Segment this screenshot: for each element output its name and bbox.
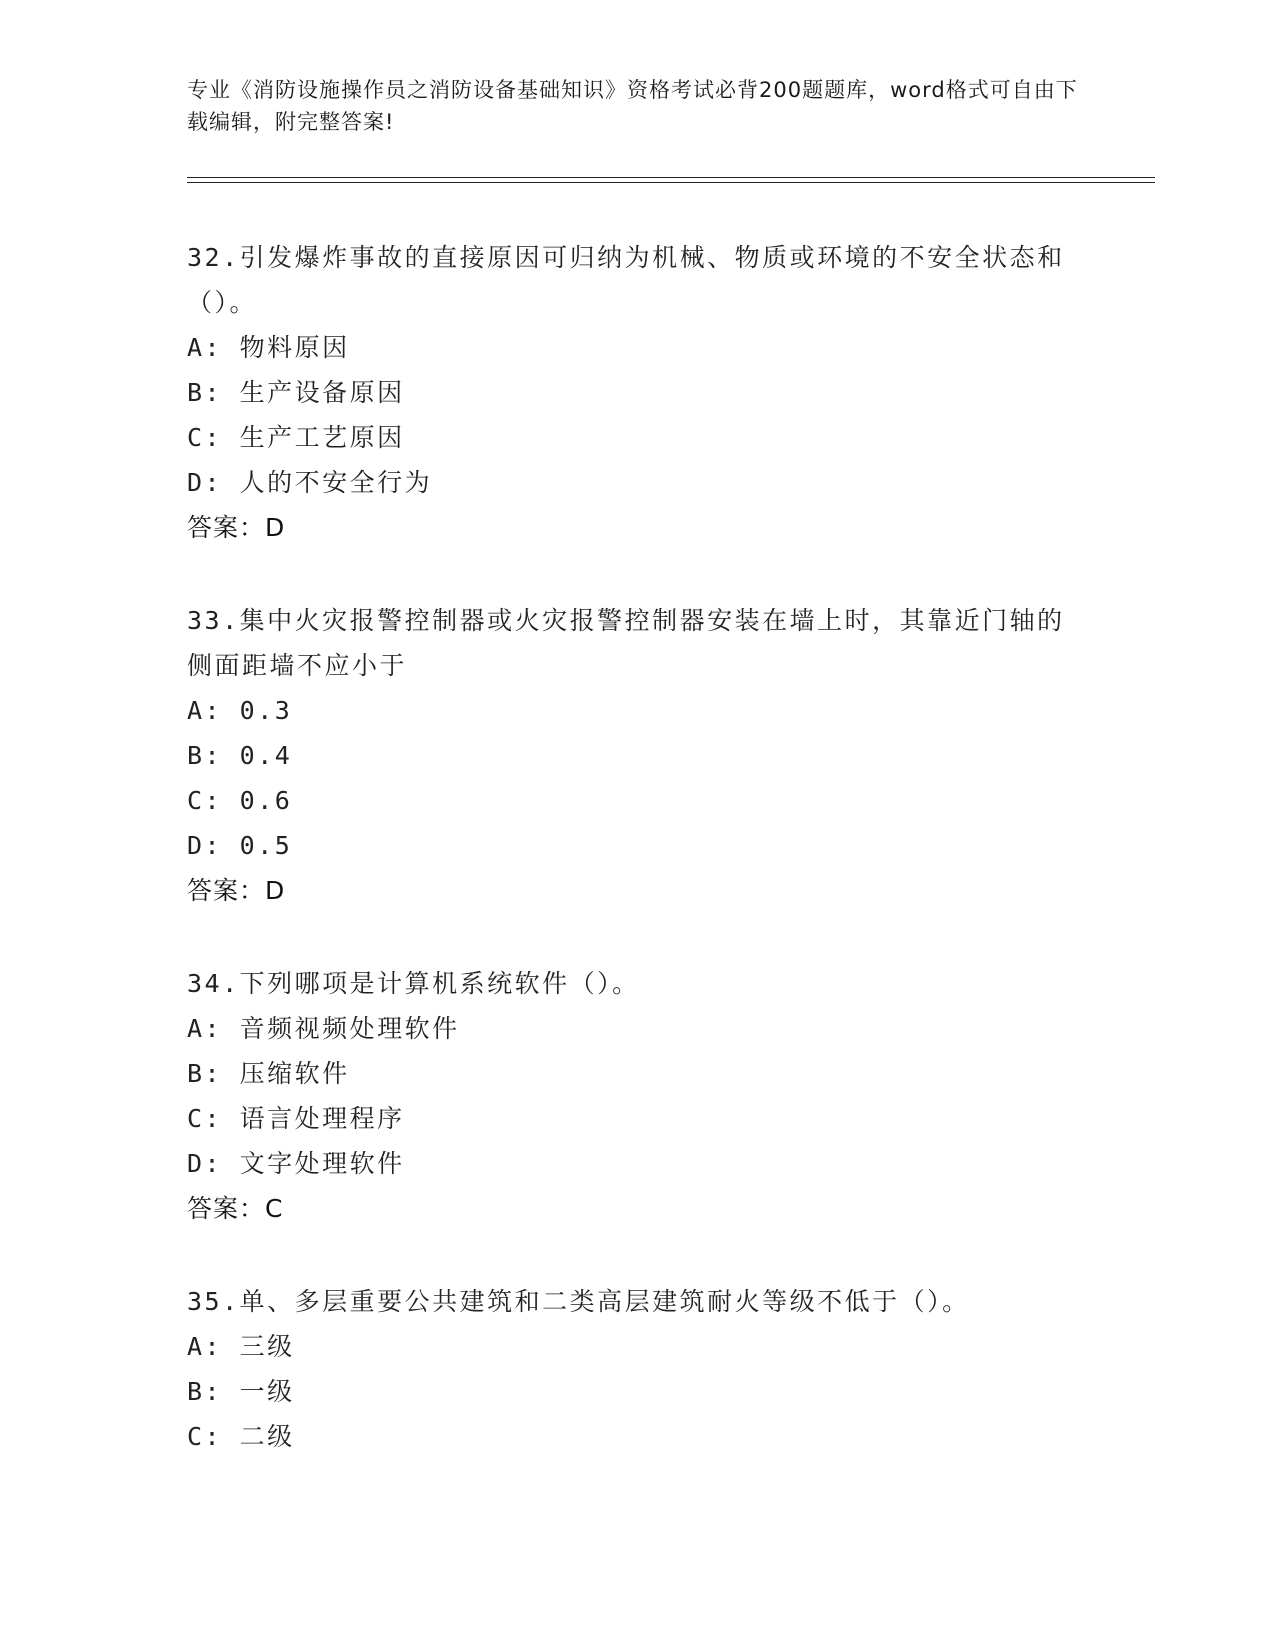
option-c: C: 二级 <box>187 1422 295 1451</box>
option-c: C: 生产工艺原因 <box>187 423 405 452</box>
question-stem: 32.引发爆炸事故的直接原因可归纳为机械、物质或环境的不安全状态和（）。 <box>187 243 1065 317</box>
option-b: B: 压缩软件 <box>187 1059 350 1088</box>
option-a: A: 0.3 <box>187 696 293 725</box>
option-a: A: 三级 <box>187 1332 295 1361</box>
option-b: B: 生产设备原因 <box>187 378 405 407</box>
option-d: D: 0.5 <box>187 831 293 860</box>
question-stem: 33.集中火灾报警控制器或火灾报警控制器安装在墙上时，其靠近门轴的侧面距墙不应小于 <box>187 606 1065 680</box>
question-32 <box>187 235 1087 550</box>
question-stem: 35.单、多层重要公共建筑和二类高层建筑耐火等级不低于（）。 <box>187 1287 970 1316</box>
answer: 答案：C <box>187 1194 284 1223</box>
question-35 <box>187 1279 1087 1459</box>
document-header: 专业《消防设施操作员之消防设备基础知识》资格考试必背200题题库，word格式可自由下载编辑，附完整答案! <box>187 78 1078 134</box>
question-33 <box>187 598 1087 913</box>
question-stem: 34.下列哪项是计算机系统软件（）。 <box>187 969 640 998</box>
option-b: B: 0.4 <box>187 741 293 770</box>
option-b: B: 一级 <box>187 1377 295 1406</box>
option-a: A: 音频视频处理软件 <box>187 1014 460 1043</box>
header-rule-top <box>187 177 1155 178</box>
header-rule-bottom <box>187 182 1155 183</box>
option-d: D: 文字处理软件 <box>187 1149 405 1178</box>
option-c: C: 语言处理程序 <box>187 1104 405 1133</box>
option-d: D: 人的不安全行为 <box>187 468 433 497</box>
answer: 答案：D <box>187 513 286 542</box>
option-c: C: 0.6 <box>187 786 293 815</box>
question-34 <box>187 961 1087 1231</box>
option-a: A: 物料原因 <box>187 333 350 362</box>
answer: 答案：D <box>187 876 286 905</box>
